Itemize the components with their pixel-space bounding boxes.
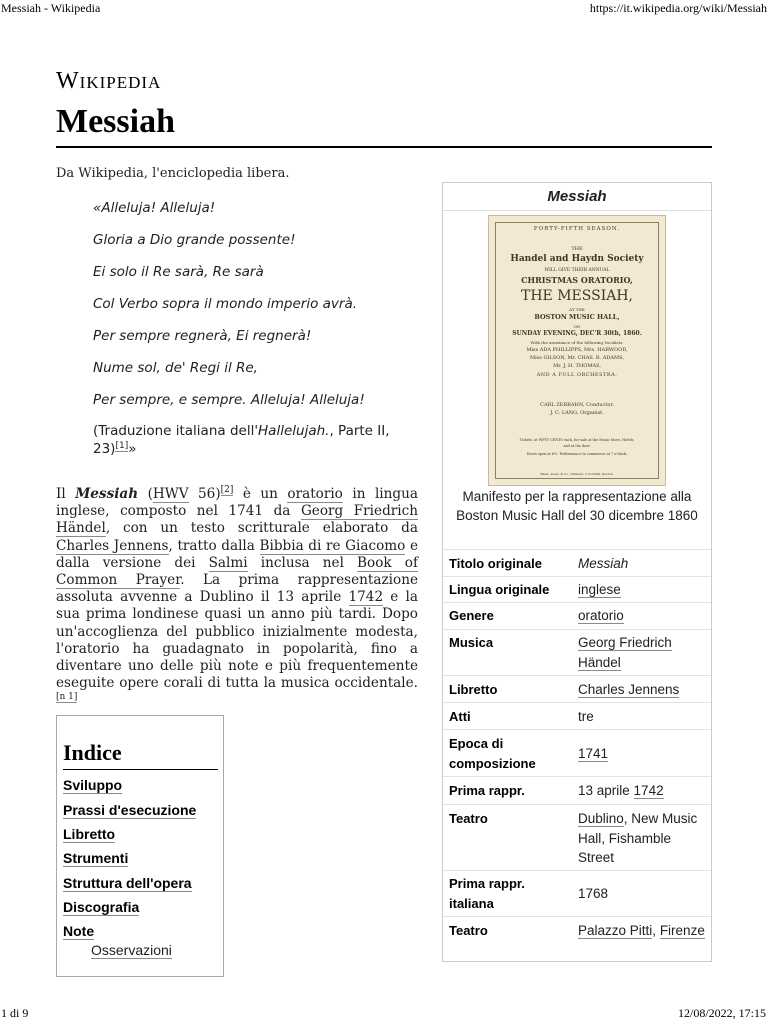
poster-text: J. C. LANG, Organist. [550, 410, 604, 416]
toc-item-note[interactable]: Note [63, 923, 95, 939]
quote-line: «Alleluja! Alleluja! [93, 200, 216, 216]
toc-item-libretto[interactable]: Libretto [63, 826, 116, 842]
infobox-row-libretto [443, 675, 711, 703]
intro-text: e dalla versione dei [56, 537, 418, 571]
quote-line: Per sempre regnerà, Ei regnerà! [93, 328, 312, 344]
site-tagline: Da Wikipedia, l'enciclopedia libera. [56, 166, 290, 181]
toc-item-discografia[interactable]: Discografia [63, 899, 140, 915]
infobox-value-link[interactable]: Palazzo Pitti [578, 923, 653, 938]
infobox-image-caption: Manifesto per la rappresentazione alla Boston Music Hall del 30 dicembre 1860 [456, 489, 698, 523]
intro-title-bold: Messiah [75, 486, 139, 502]
infobox-value [578, 554, 708, 574]
infobox-label: Prima rappr. italiana [449, 876, 525, 911]
toc-title: Indice [63, 740, 122, 765]
infobox-label: Genere [449, 608, 494, 623]
poster-text: FORTY-FIFTH SEASON. [533, 226, 621, 232]
oratorio-link[interactable]: oratorio [287, 486, 343, 502]
note-reference-link[interactable]: [n 1] [56, 691, 78, 702]
infobox-value-link[interactable]: 1742 [633, 783, 664, 798]
infobox-value-link[interactable]: Firenze [659, 923, 705, 938]
concert-poster-image[interactable] [488, 215, 666, 486]
infobox-row-epoca [443, 729, 711, 777]
quote-source-close: » [128, 441, 137, 457]
toc-item-prassi[interactable]: Prassi d'esecuzione [63, 802, 197, 818]
poster-text: THE [571, 246, 583, 252]
reference-link[interactable]: [2] [220, 485, 234, 496]
infobox-value: tre [578, 709, 594, 724]
intro-paragraph [56, 486, 418, 710]
infobox-value-text: , [652, 923, 660, 938]
quote-source-part: , Parte II, 23) [93, 423, 390, 457]
intro-text: e la sua prima londinese quasi un anno più tardi. Dopo un'accoglienza del pubblico inizialmente modesta, l'oratorio ha guadagnato in popolarità, fino a diventare uno delle più note e più frequentemente eseguite opere corali di tutta la musica occidentale. [56, 589, 419, 692]
intro-text: ( [138, 486, 153, 502]
infobox-value-link[interactable]: Georg Friedrich Händel [578, 635, 672, 670]
title-divider [56, 146, 712, 148]
opening-quote [93, 198, 413, 458]
poster-text: With the assistance of the following Vocalists: [530, 340, 624, 345]
infobox-value-link[interactable]: Dublino [578, 811, 624, 826]
psalms-link[interactable]: Salmi [208, 554, 248, 571]
infobox-value [578, 680, 708, 700]
wikipedia-wordmark[interactable]: Wikipedia [56, 68, 162, 94]
infobox-title: Messiah [443, 183, 711, 211]
infobox-label: Libretto [449, 682, 498, 697]
print-header [0, 1, 768, 17]
infobox-row-lingua [443, 576, 711, 603]
infobox-value [578, 580, 708, 600]
quote-source-prefix: (Traduzione italiana dell' [93, 423, 259, 439]
poster-text: Rand, Avery, & Co., Printers, 3 Cornhill, Boston. [540, 472, 614, 476]
print-footer [0, 1006, 768, 1022]
infobox-label: Teatro [449, 923, 488, 938]
year-link[interactable]: 1742 [348, 589, 384, 606]
infobox-value-link[interactable]: inglese [578, 582, 621, 597]
toc-divider [63, 769, 218, 770]
infobox-label: Teatro [449, 811, 488, 826]
infobox-value-text: , New Music Hall, Fishamble Street [578, 811, 698, 865]
intro-text: in lingua inglese, composto nel 1741 da [56, 486, 418, 520]
infobox-label: Titolo originale [449, 556, 542, 571]
poster-text: AND A FULL ORCHESTRA. [536, 372, 618, 378]
toc-item-strumenti[interactable]: Strumenti [63, 850, 129, 866]
quote-line: Nume sol, de' Regi il Re, [93, 360, 258, 376]
print-page-count: 1 di 9 [1, 1006, 29, 1020]
infobox-value [578, 606, 708, 626]
quote-line: Col Verbo sopra il mondo imperio avrà. [93, 296, 358, 312]
intro-text: , tratto dalla [168, 537, 260, 554]
page-title: Messiah [56, 103, 175, 140]
poster-text: THE MESSIAH, [520, 288, 633, 304]
table-of-contents [56, 715, 224, 977]
infobox-row-prima [443, 776, 711, 805]
hwv-link[interactable]: HWV [152, 486, 189, 502]
print-url: https://it.wikipedia.org/wiki/Messiah [589, 1, 767, 15]
poster-text: and at the door. [563, 444, 591, 448]
infobox-value-link[interactable]: oratorio [578, 608, 624, 623]
infobox-value [578, 809, 708, 868]
bible-link[interactable]: Bibbia di re Giacomo [259, 537, 406, 554]
poster-text: BOSTON MUSIC HALL, [534, 313, 620, 321]
infobox-row-genere [443, 602, 711, 630]
infobox-row-teatro-italiano [443, 916, 711, 963]
poster-text: WILL GIVE THEIR ANNUAL [544, 268, 610, 273]
infobox-value-text: 13 aprile [578, 783, 634, 798]
print-page-title: Messiah - Wikipedia [1, 1, 101, 15]
infobox-label: Musica [449, 635, 494, 650]
infobox-value-link[interactable]: 1741 [578, 746, 609, 761]
infobox-value [578, 781, 708, 801]
intro-text: . La prima rappresentazione assoluta avvenne a Dublino il 13 aprile [56, 572, 418, 606]
infobox-label: Lingua originale [449, 582, 550, 597]
infobox-label: Prima rappr. [449, 783, 525, 798]
infobox-value [578, 633, 708, 672]
librettist-link[interactable]: Charles Jennens [56, 537, 169, 554]
infobox-value [578, 921, 708, 941]
reference-link[interactable]: [1] [115, 440, 129, 451]
poster-text: ON [573, 324, 581, 329]
toc-item-sviluppo[interactable]: Sviluppo [63, 777, 123, 793]
infobox-row-titolo [443, 549, 711, 577]
infobox-row-musica [443, 629, 711, 676]
poster-text: Miss GILSON, Mr. CHAS. R. ADAMS, [530, 355, 624, 361]
book-of-common-prayer-link[interactable]: Book of Common Prayer [56, 554, 418, 589]
infobox-row-teatro [443, 804, 711, 871]
intro-text: Il [56, 486, 76, 502]
quote-line: Gloria a Dio grande possente! [93, 232, 296, 248]
intro-text: è un [233, 486, 288, 502]
quote-source-work: Hallelujah. [258, 423, 330, 439]
infobox-value-link[interactable]: Charles Jennens [578, 682, 680, 697]
poster-text: Doors open at 6½. Performance to commence at 7 o'clock. [526, 452, 628, 456]
toc-subitem-osservazioni[interactable]: Osservazioni [91, 942, 172, 958]
print-datetime: 12/08/2022, 17:15 [677, 1006, 766, 1020]
infobox-value-text: Messiah [578, 556, 629, 571]
poster-text: Miss ADA PHILLIPPS, Mrs. HARWOOD, [526, 347, 628, 353]
poster-text: Mr. J. H. THOMAS, [553, 363, 601, 369]
infobox-value [578, 744, 708, 764]
infobox-row-atti [443, 702, 711, 730]
poster-text: Handel and Haydn Society [510, 254, 644, 264]
poster-text: SUNDAY EVENING, DEC'R 30th, 1860. [512, 330, 642, 337]
poster-text: Tickets, at FIFTY CENTS each, for sale at the Music Store, Hotels, [519, 438, 635, 442]
infobox [442, 182, 712, 962]
poster-text: CARL ZERRAHN, Conductor. [540, 402, 614, 408]
infobox-value: 1768 [578, 886, 609, 901]
quote-line: Per sempre, e sempre. Alleluja! Alleluja! [93, 392, 365, 408]
composer-link[interactable]: Georg Friedrich Händel [56, 503, 418, 537]
infobox-row-prima-italiana [443, 870, 711, 917]
infobox-label: Atti [449, 709, 471, 724]
poster-text: CHRISTMAS ORATORIO, [521, 275, 633, 285]
poster-text: AT THE [569, 307, 585, 312]
intro-text: inclusa nel [247, 554, 358, 571]
intro-text: , con un testo scritturale elaborato da [105, 520, 418, 537]
quote-line: Ei solo il Re sarà, Re sarà [93, 264, 264, 280]
intro-text: 56) [188, 486, 221, 502]
quote-source [93, 422, 413, 458]
toc-item-struttura[interactable]: Struttura dell'opera [63, 875, 192, 891]
infobox-label: Epoca di composizione [449, 736, 536, 771]
